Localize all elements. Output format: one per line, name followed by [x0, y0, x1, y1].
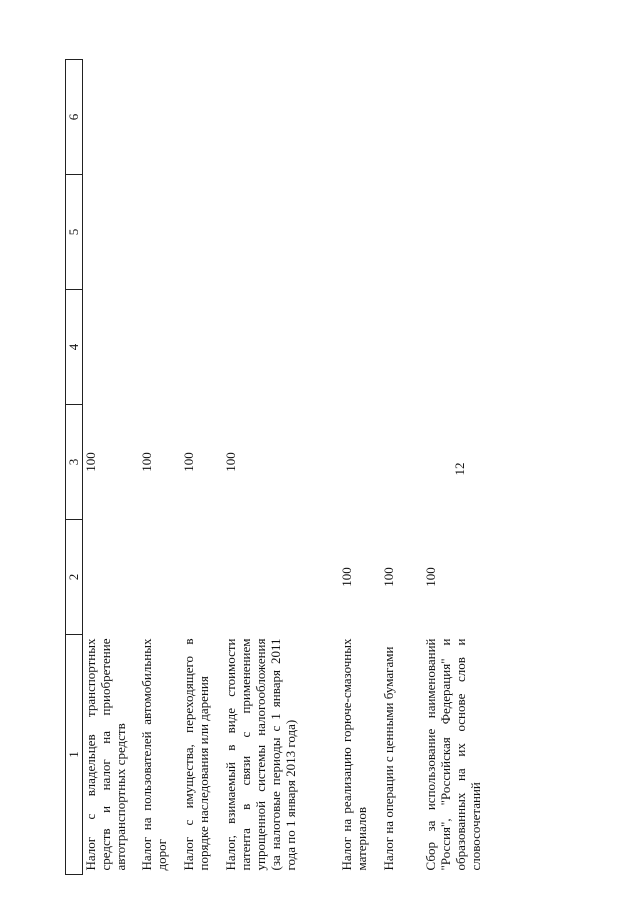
value-col2: [181, 520, 223, 635]
value-col2: [83, 520, 140, 635]
budget-distribution-table: [65, 59, 493, 875]
column-header-2: 2: [66, 520, 83, 635]
value-col3: [381, 405, 423, 520]
value-col3: 100: [139, 452, 154, 472]
table-row: [423, 60, 493, 875]
page-number: 12: [452, 462, 467, 476]
tax-name: Налог с владельцев транспортных средств и налог на приобретение автотранспортных средств: [83, 638, 128, 871]
value-col2: [223, 520, 339, 635]
value-col3: 100: [181, 452, 196, 472]
value-col3: 100: [83, 452, 98, 472]
value-col2: 100: [423, 567, 438, 587]
table-row: [83, 60, 140, 875]
table-header-row: [66, 60, 83, 875]
tax-name: Налог, взимаемый в виде стоимости патента в связи с применением упрощенной системы налогообложения (за налоговые периоды с 1 января 2011 года по 1 января 2013 года): [223, 638, 298, 871]
column-header-4: 4: [66, 290, 83, 405]
table-row: [381, 60, 423, 875]
value-col3: [339, 405, 381, 520]
column-header-6: 6: [66, 60, 83, 175]
value-col2: [139, 520, 181, 635]
value-col2: 100: [339, 567, 354, 587]
column-header-5: 5: [66, 175, 83, 290]
table-row: [139, 60, 181, 875]
tax-name: Сбор за использование наименований "Россия", "Российская Федерация" и образованных на их основе слов и словосочетаний: [423, 638, 483, 871]
document-page: [65, 60, 640, 875]
value-col3: 100: [223, 452, 238, 472]
tax-name: Налог с имущества, переходящего в порядке наследования или дарения: [181, 638, 211, 871]
value-col3: [423, 405, 493, 520]
tax-name: Налог на пользователей автомобильных дорог: [139, 638, 169, 871]
column-header-1: 1: [66, 635, 83, 875]
value-col2: 100: [381, 567, 396, 587]
table-row: [339, 60, 381, 875]
tax-name: Налог на операции с ценными бумагами: [381, 646, 396, 871]
table-row: [223, 60, 339, 875]
table-row: [181, 60, 223, 875]
tax-name: Налог на реализацию горюче-смазочных материалов: [339, 638, 369, 871]
column-header-3: 3: [66, 405, 83, 520]
